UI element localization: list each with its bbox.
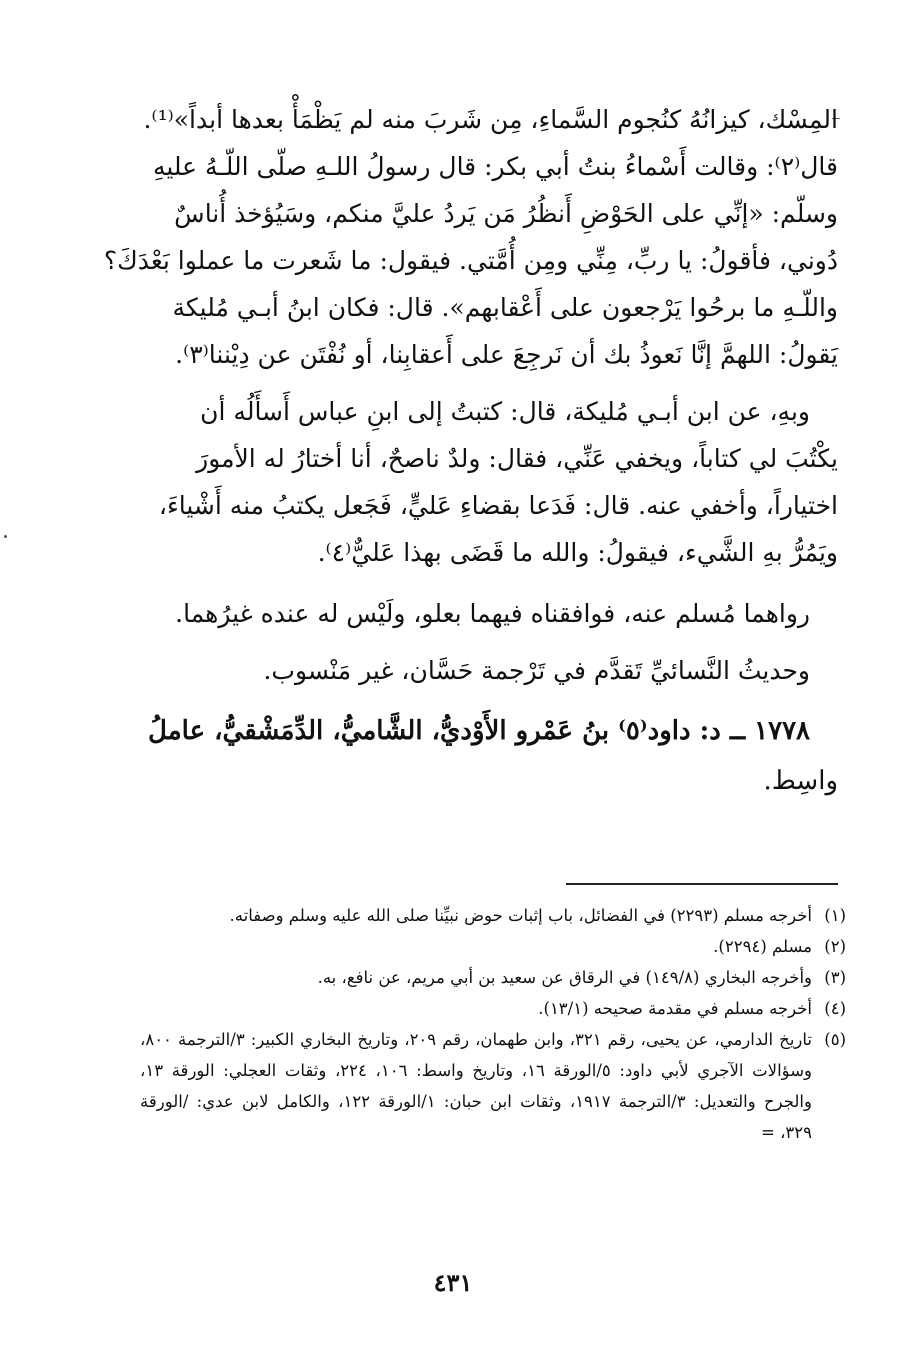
footnote-text: أخرجه مسلم في مقدمة صحيحه (١٣/١). — [538, 999, 812, 1018]
footnote-text: وأخرجه البخاري (١٤٩/٨) في الرقاق عن سعيد بن أبي مريم، عن نافع، به. — [317, 968, 812, 987]
footnote-text: أخرجه مسلم (٢٢٩٣) في الفضائل، باب إثبات حوض نبيِّنا صلى الله عليه وسلم وصفاته. — [229, 906, 812, 925]
footnote — [140, 900, 846, 931]
text-line: وسلّم: «إنِّي على الحَوْضِ أَنظُرُ مَن يَردُ عليَّ منكم، وسَيُؤخذ أُناسٌ — [174, 199, 838, 228]
footnote — [140, 1024, 846, 1148]
main-text — [103, 96, 838, 806]
paragraph-riwaya-note — [132, 590, 838, 637]
footnote-number: (٢) — [824, 937, 846, 956]
entry-title-cont: واسِط. — [763, 766, 838, 796]
text-line: المِسْك، كيزانُهُ كنُجوم السَّماءِ، مِن شَربَ منه لم يَظْمَأْ بعدها أبداً»⁽¹⁾. — [143, 105, 838, 134]
paragraph-hadith-hawd — [103, 96, 838, 378]
entry-title-line: ١٧٧٨ ــ د: داود⁽٥⁾ بنُ عَمْرو الأَوْديُّ، الشَّاميُّ، الدِّمَشْقيُّ، عاملُ — [148, 716, 810, 746]
text-line: دُوني، فأقولُ: يا ربِّ، مِنِّي ومِن أُمَّتي. فيقول: ما شَعرت ما عملوا بَعْدَكَ؟ — [103, 246, 838, 275]
footnote-number: (١) — [824, 906, 846, 925]
text-line: يَقولُ: اللهمَّ إنَّا نَعوذُ بك أن نَرجِعَ على أَعقابِنا، أو نُفْتَن عن دِيْننا⁽٣⁾. — [175, 340, 838, 369]
paragraph-ibn-abi-mulayka — [132, 388, 838, 576]
footnote-text: مسلم (٢٢٩٤). — [713, 937, 812, 956]
text-line: اختياراً، وأخفي عنه. قال: فَدَعا بقضاءِ عَليٍّ، فَجَعل يكتبُ منه أَشْياءَ، — [158, 491, 838, 520]
text-line: يكْتُبَ لي كتاباً، ويخفي عَنِّي، فقال: ولدٌ ناصحٌ، أنا أختارُ له الأمورَ — [196, 444, 838, 473]
footnote-text: تاريخ الدارمي، عن يحيى، رقم ٣٢١، وابن طهمان، رقم ٢٠٩، وتاريخ البخاري الكبير: ٣/الترجمة ٨٠٠، وسؤالات الآجري لأبي داود: ٥/الورقة ١٦، وتاريخ واسط: ١٠٦، ٢٢٤، وثقات العجلي: الورقة ١٣، والجرح والتعديل: ٣/الترجمة ١٩١٧، وثقات ابن حبان: ١/الورقة ١٢٢، والكامل لابن عدي: /الورقة ٣٢٩، = — [140, 1030, 812, 1142]
footnote-number: (٤) — [824, 999, 846, 1018]
text-line: رواهما مُسلم عنه، فوافقناه فيهما بعلو، ولَيْس له عنده غيرُهما. — [175, 599, 810, 628]
text-line: قال⁽٢⁾: وقالت أَسْماءُ بنتُ أبي بكر: قال رسولُ اللـهِ صلّى اللّـهُ عليهِ — [152, 152, 838, 181]
footnotes — [140, 900, 846, 1148]
footnote — [140, 962, 846, 993]
footnote — [140, 993, 846, 1024]
page-number: ٤٣١ — [433, 1268, 473, 1297]
text-line: وحديثُ النَّسائيِّ تَقدَّم في تَرْجمة حَسَّان، غير مَنْسوب. — [263, 656, 810, 685]
footnote-separator — [566, 883, 838, 885]
footnote-number: (٣) — [824, 968, 846, 987]
footnote — [140, 931, 846, 962]
footnote-number: (٥) — [824, 1030, 846, 1049]
scan-dot — [4, 535, 7, 538]
entry-heading — [132, 706, 838, 806]
text-line: وبهِ، عن ابن أبـي مُليكة، قال: كتبتُ إلى ابنِ عباس أَسأَلُه أن — [200, 397, 810, 426]
text-line: واللّـهِ ما برحُوا يَرْجعون على أَعْقابهم». قال: فكان ابنُ أبـي مُليكة — [172, 293, 838, 322]
paragraph-nasai-note — [132, 647, 838, 694]
text-line: ويَمُرُّ بهِ الشَّيء، فيقولُ: والله ما قَضَى بهذا عَليٌّ⁽٤⁾. — [317, 538, 838, 567]
